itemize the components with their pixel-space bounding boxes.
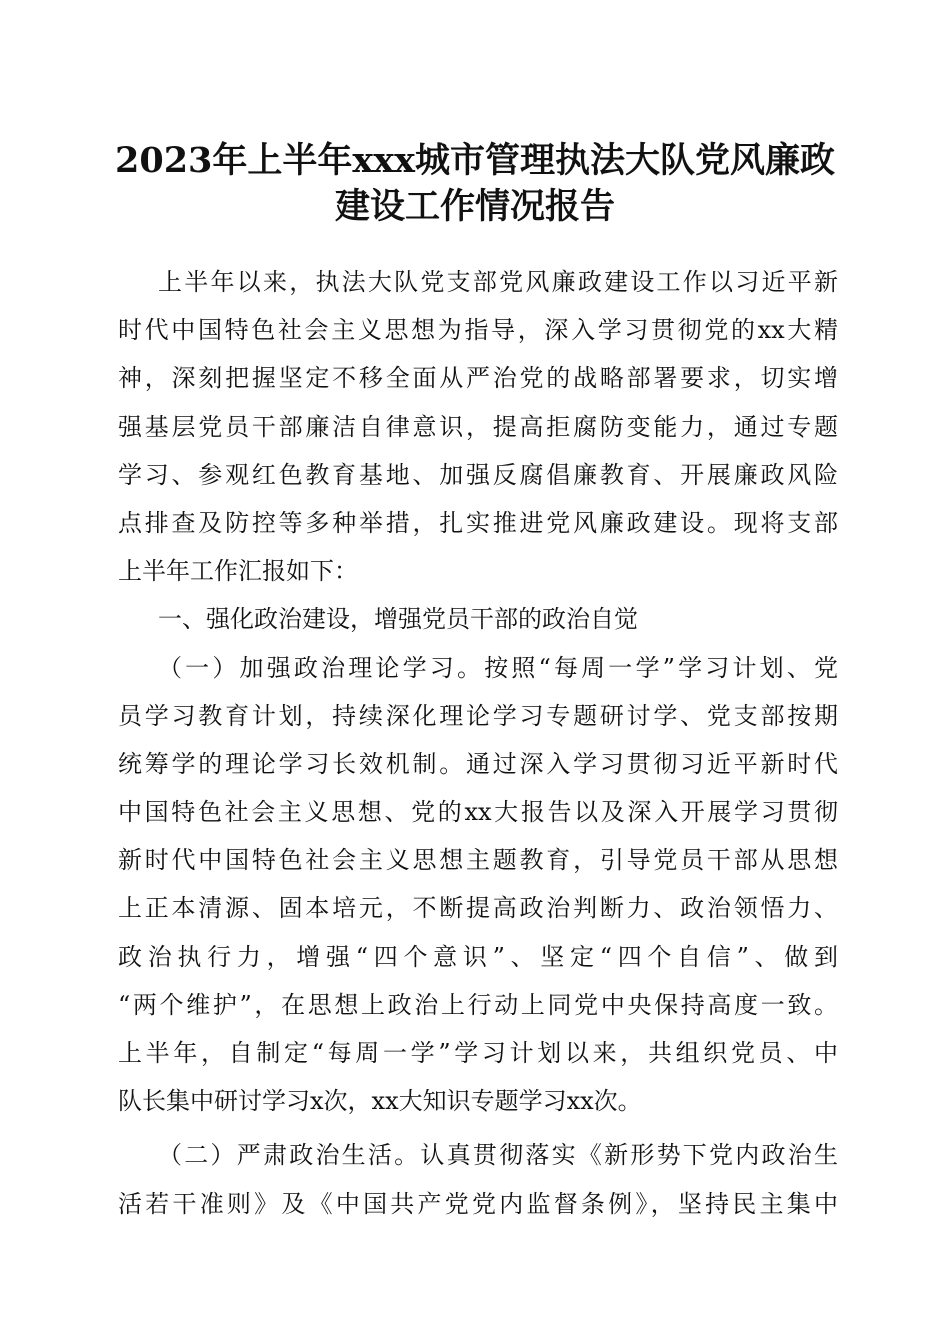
- text-line: 统筹学的理论学习长效机制。通过深入学习贯彻习近平新时代: [118, 749, 838, 778]
- text-line: 上正本清源、固本培元，不断提高政治判断力、政治领悟力、: [118, 894, 838, 923]
- text-line: 中国特色社会主义思想、党的xx大报告以及深入开展学习贯彻: [118, 798, 838, 827]
- text-line: 新时代中国特色社会主义思想主题教育，引导党员干部从思想: [118, 846, 838, 875]
- text-line: [118, 644, 838, 692]
- intro-paragraph: [118, 258, 838, 595]
- document-body: [118, 258, 838, 1228]
- subsection-2-first-text: 认真贯彻落实《新形势下党内政治生: [420, 1141, 839, 1170]
- text-line: 点排查及防控等多种举措，扎实推进党风廉政建设。现将支部: [118, 508, 838, 537]
- text-line: 强基层党员干部廉洁自律意识，提高拒腐防变能力，通过专题: [118, 412, 838, 441]
- title-line-2: 建设工作情况报告: [334, 186, 615, 227]
- text-line: 上半年以来，执法大队党支部党风廉政建设工作以习近平新: [158, 268, 838, 296]
- document-title: [95, 138, 855, 230]
- text-line: 活若干准则》及《中国共产党党内监督条例》，坚持民主集中: [118, 1189, 838, 1218]
- text-line: 队长集中研讨学习x次，xx大知识专题学习xx次。: [118, 1087, 642, 1116]
- section-heading: 一、强化政治建设，增强党员干部的政治自觉: [158, 605, 638, 634]
- text-line: 神，深刻把握坚定不移全面从严治党的战略部署要求，切实增: [118, 364, 838, 393]
- title-line-1: 2023年上半年xxx城市管理执法大队党风廉政: [114, 140, 835, 181]
- text-line: 员学习教育计划，持续深化理论学习专题研讨学、党支部按期: [118, 701, 838, 730]
- text-line: 政治执行力，增强“四个意识”、坚定“四个自信”、做到: [118, 942, 838, 971]
- text-line: 时代中国特色社会主义思想为指导，深入学习贯彻党的xx大精: [118, 316, 838, 345]
- subsection-2-label: （二）严肃政治生活。: [158, 1141, 421, 1170]
- text-line: 上半年，自制定“每周一学”学习计划以来，共组织党员、中: [118, 1039, 838, 1067]
- text-line: 学习、参观红色教育基地、加强反腐倡廉教育、开展廉政风险: [118, 460, 838, 489]
- text-line: 上半年工作汇报如下：: [118, 557, 358, 586]
- text-line: [118, 1131, 838, 1179]
- subsection-1-label: （一）加强政治理论学习。: [158, 653, 485, 682]
- subsection-1-first-text: 按照“每周一学”学习计划、党: [484, 653, 838, 682]
- subsection-2-paragraph: [118, 1131, 838, 1227]
- text-line: “两个维护”，在思想上政治上行动上同党中央保持高度一致。: [118, 990, 838, 1019]
- subsection-1-paragraph: [118, 644, 838, 1126]
